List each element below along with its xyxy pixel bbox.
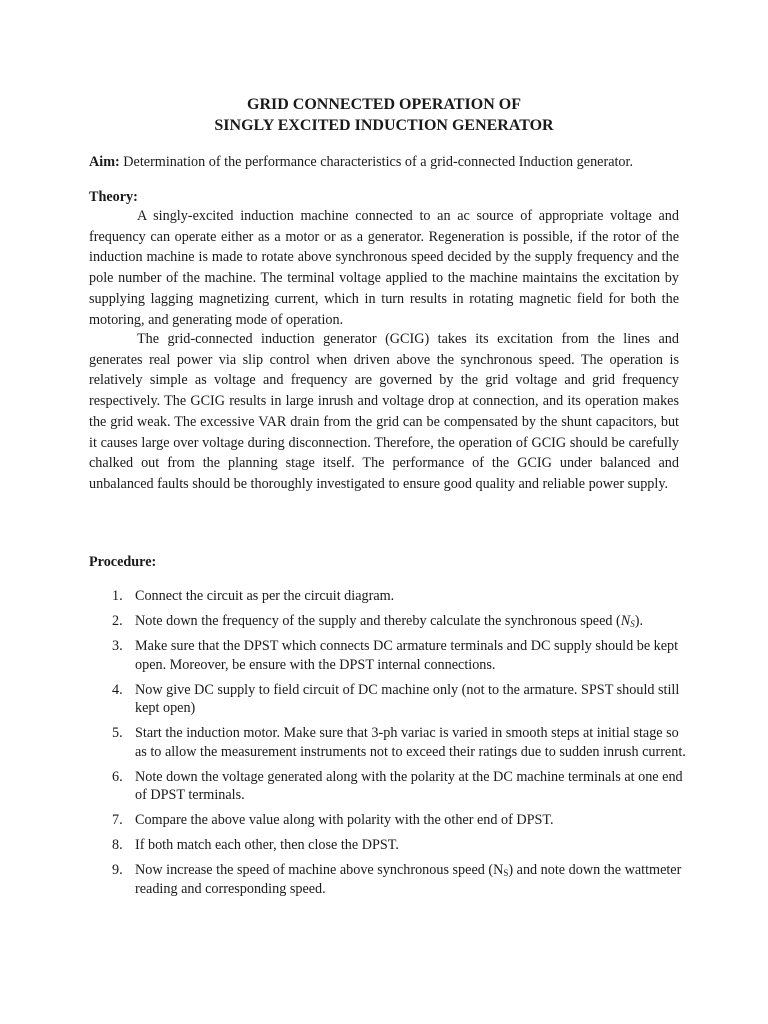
step-text: Note down the voltage generated along with the polarity at the DC machine terminals at one end of DPST terminals.: [135, 768, 683, 803]
step-number: 5.: [112, 725, 123, 741]
step-number: 1.: [112, 588, 123, 604]
step-number: 4.: [112, 681, 123, 698]
procedure-step-9: [89, 861, 689, 898]
aim-label: Aim:: [89, 154, 120, 170]
procedure-step-3: [89, 637, 689, 674]
sync-speed-subscript: S: [503, 868, 509, 878]
theory-heading: Theory:: [89, 189, 138, 205]
theory-paragraph-1: A singly-excited induction machine connected to an ac source of appropriate voltage and frequency can operate either as a motor or as a generator. Regeneration is possible, if the rotor of the induction machine is made to rotate above synchronous speed decided by the supply frequency and the pole number of the machine. The terminal voltage applied to the machine maintains the excitation by supplying lagging magnetizing current, which in turn results in rotating magnetic field for both the motoring, and generating mode of operation.: [89, 208, 679, 328]
aim-statement: [89, 153, 689, 171]
procedure-step-7: [89, 811, 689, 830]
procedure-step-2: [89, 612, 689, 631]
sync-speed-subscript: S: [630, 619, 635, 629]
step-number: 2.: [112, 613, 123, 629]
theory-paragraph-2: The grid-connected induction generator (GCIG) takes its excitation from the lines and generates real power via slip control when driven above the synchronous speed. The operation is relatively simple as voltage and frequency are governed by the grid voltage and grid frequency respectively. The GCIG results in large inrush and voltage drop at connection, and its operation makes the grid weak. The excessive VAR drain from the grid can be compensated by the shunt capacitors, but it causes large over voltage during disconnection. Therefore, the operation of GCIG should be carefully chalked out from the planning stage itself. The performance of the GCIG under balanced and unbalanced faults should be thoroughly investigated to ensure good quality and reliable power supply.: [89, 331, 679, 492]
procedure-steps: [89, 587, 689, 905]
aim-text: Determination of the performance characteristics of a grid-connected Induction generator.: [119, 154, 634, 170]
step-text: Now increase the speed of machine above synchronous speed (N: [135, 862, 504, 878]
step-number: 9.: [112, 862, 123, 878]
step-text: Make sure that the DPST which connects DC armature terminals and DC supply should be kept open. Moreover, be ensure with the DPST internal connections.: [135, 638, 679, 673]
procedure-heading: Procedure:: [89, 554, 157, 570]
sync-speed-symbol: N: [620, 613, 631, 629]
procedure-step-5: [89, 724, 689, 761]
step-number: 8.: [112, 837, 123, 853]
step-text: Now give DC supply to field circuit of DC machine only (not to the armature. SPST should still kept open): [135, 681, 680, 716]
step-text: Start the induction motor. Make sure that 3-ph variac is varied in smooth steps at initial stage so as to allow the measurement instruments not to exceed their ratings due to sudden inrush current.: [135, 725, 686, 760]
procedure-step-6: [89, 768, 689, 805]
step-text: Compare the above value along with polarity with the other end of DPST.: [135, 812, 554, 828]
step-text: Note down the frequency of the supply and thereby calculate the synchronous speed (: [135, 613, 621, 629]
document-title-line-2: SINGLY EXCITED INDUCTION GENERATOR: [214, 117, 554, 134]
step-text-tail: ).: [634, 613, 644, 629]
step-number: 6.: [112, 768, 123, 785]
procedure-step-1: [89, 587, 689, 606]
step-number: 3.: [112, 638, 123, 654]
step-number: 7.: [112, 812, 123, 828]
document-title-line-1: GRID CONNECTED OPERATION OF: [247, 96, 521, 113]
procedure-step-4: [89, 681, 689, 718]
procedure-step-8: [89, 836, 689, 855]
step-text: If both match each other, then close the DPST.: [135, 837, 399, 853]
step-text-tail: ) and note down the wattmeter reading and corresponding speed.: [135, 862, 682, 897]
step-text: Connect the circuit as per the circuit diagram.: [135, 588, 395, 604]
